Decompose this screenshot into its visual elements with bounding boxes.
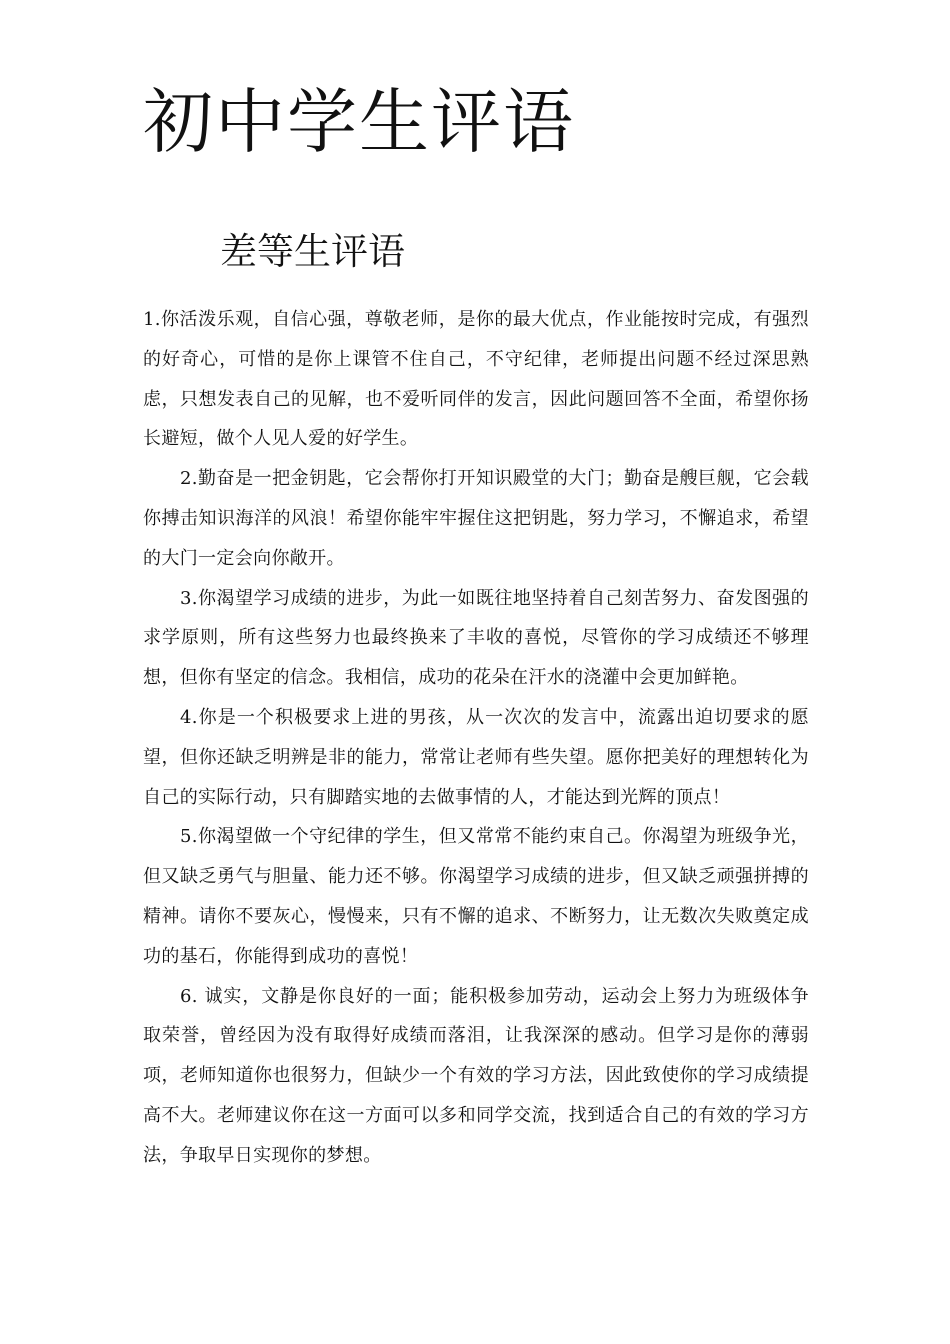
comment-paragraph-2: 2.勤奋是一把金钥匙，它会帮你打开知识殿堂的大门；勤奋是艘巨舰，它会载你搏击知识海洋的风浪！希望你能牢牢握住这把钥匙，努力学习，不懈追求，希望的大门一定会向你敞开。 bbox=[143, 468, 809, 569]
comment-list bbox=[143, 300, 809, 1176]
comment-paragraph-1: 1.你活泼乐观，自信心强，尊敬老师，是你的最大优点，作业能按时完成，有强烈的好奇心，可惜的是你上课管不住自己，不守纪律，老师提出问题不经过深思熟虑，只想发表自己的见解，也不爱听同伴的发言，因此问题回答不全面，希望你扬长避短，做个人见人爱的好学生。 bbox=[143, 309, 809, 450]
section-title: 差等生评语 bbox=[220, 230, 405, 273]
comment-paragraph-6: 6. 诚实，文静是你良好的一面；能积极参加劳动，运动会上努力为班级体争取荣誉，曾经因为没有取得好成绩而落泪，让我深深的感动。但学习是你的薄弱项，老师知道你也很努力，但缺少一个有效的学习方法，因此致使你的学习成绩提高不大。老师建议你在这一方面可以多和同学交流，找到适合自己的有效的学习方法，争取早日实现你的梦想。 bbox=[143, 985, 809, 1166]
comment-paragraph-4: 4.你是一个积极要求上进的男孩，从一次次的发言中，流露出迫切要求的愿望，但你还缺乏明辨是非的能力，常常让老师有些失望。愿你把美好的理想转化为自己的实际行动，只有脚踏实地的去做事情的人，才能达到光辉的顶点！ bbox=[143, 706, 809, 808]
comment-paragraph-5: 5.你渴望做一个守纪律的学生，但又常常不能约束自己。你渴望为班级争光，但又缺乏勇气与胆量、能力还不够。你渴望学习成绩的进步，但又缺乏顽强拼搏的精神。请你不要灰心，慢慢来，只有不懈的追求、不断努力，让无数次失败奠定成功的基石，你能得到成功的喜悦！ bbox=[143, 826, 809, 967]
document-title: 初中学生评语 bbox=[143, 81, 575, 163]
comment-paragraph-3: 3.你渴望学习成绩的进步，为此一如既往地坚持着自己刻苦努力、奋发图强的求学原则，所有这些努力也最终换来了丰收的喜悦，尽管你的学习成绩还不够理想，但你有坚定的信念。我相信，成功的花朵在汗水的浇灌中会更加鲜艳。 bbox=[143, 587, 809, 689]
